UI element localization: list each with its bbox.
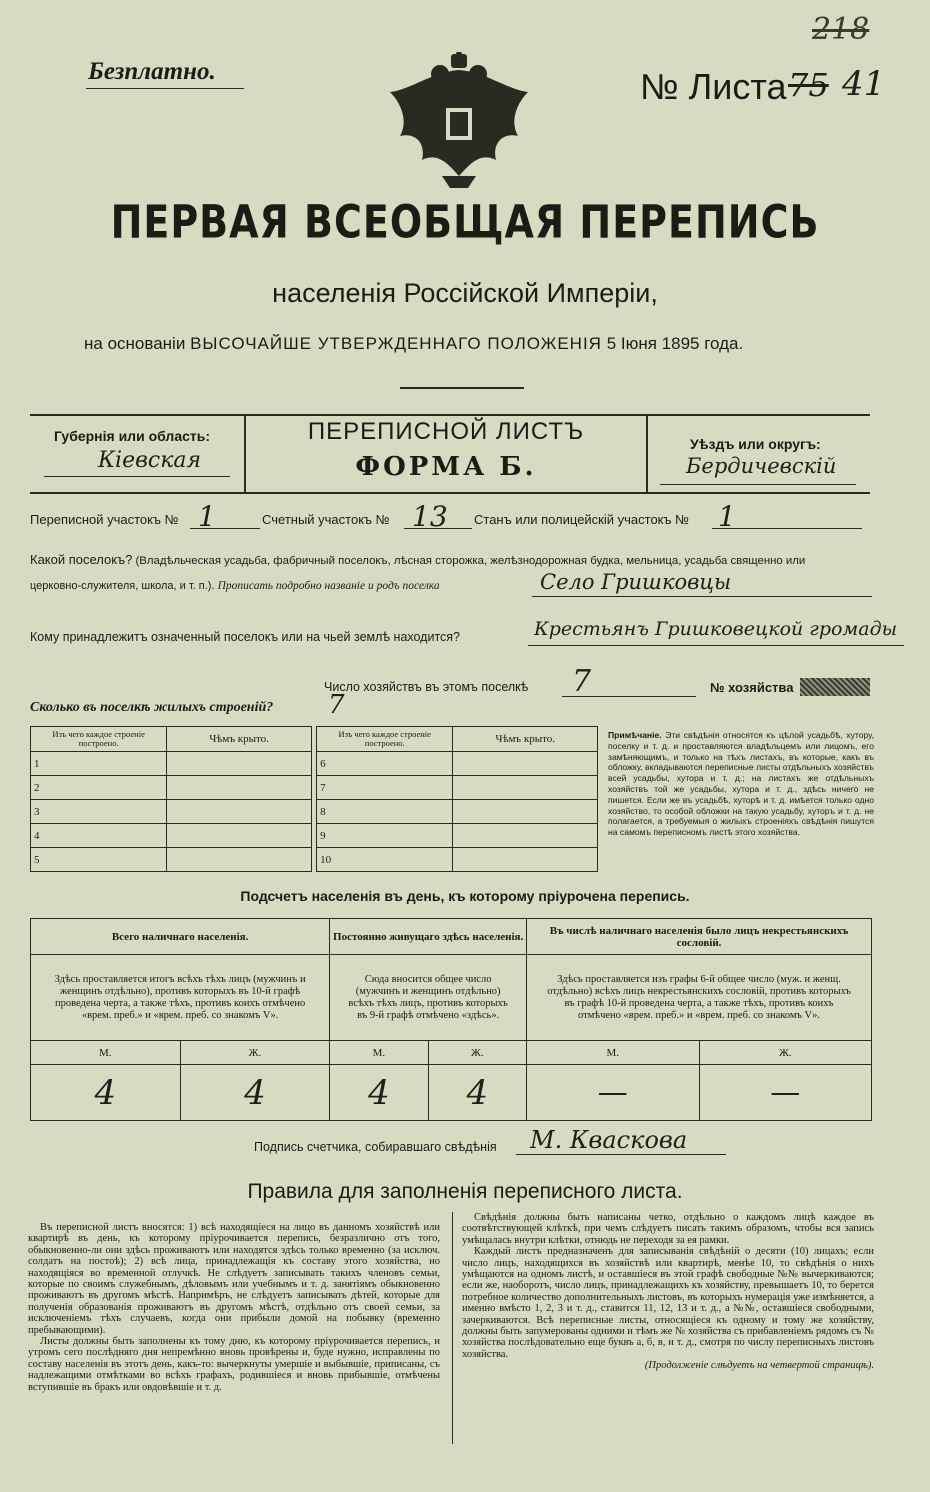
police-area-value: 1: [718, 500, 736, 533]
table-row: [31, 824, 598, 848]
double-headed-eagle-icon: [382, 52, 536, 190]
header-roof-left: Чѣмъ крыто.: [167, 727, 312, 752]
basis-line: [84, 334, 743, 354]
row-number: 3: [31, 800, 167, 824]
settlement-instruction: Прописать подробно названіе и родъ поселка: [217, 580, 440, 592]
count-area-label: Счетный участокъ №: [262, 512, 390, 527]
basis-date: 5 Іюня 1895 года.: [606, 334, 744, 353]
census-area-value: 1: [198, 500, 216, 533]
col3-text: Здѣсь проставляется изъ графы 6-й общее число (муж. и женщ. отдѣльно) всѣхъ лицъ некрестьянскихъ сословій, противъ которыхъ въ графѣ 10-й проведена черта, а также тѣхъ, противъ коихъ отмѣчено «врем. преб.» и «врем. преб. со знакомъ V».: [527, 955, 872, 1041]
row-number: 9: [317, 824, 453, 848]
rules-left-column: [28, 1222, 440, 1393]
settlement-label: Какой поселокъ?: [30, 552, 133, 567]
header-m: М.: [31, 1041, 181, 1065]
owner-label: Кому принадлежитъ означенный поселокъ или на чьей землѣ находится?: [30, 630, 461, 644]
households-label: Число хозяйствъ въ этомъ поселкѣ: [324, 680, 529, 694]
table-row: [31, 776, 598, 800]
rules-right-p2: Каждый листъ предназначенъ для записыванія свѣдѣній о десяти (10) лицахъ; если число лицъ, находящихся въ хозяйствѣ или квартирѣ, менѣе 10, то свѣдѣнія о нихъ умѣщаются на одномъ листѣ, и оставшіеся въ этой графѣ свободные №№ вычеркиваются; если же, наоборотъ, число лицъ, принадлежащихъ къ хозяйству, превышаетъ 10, то берется потребное количество дополнительныхъ листовъ, въ которыхъ нумерація уже измѣняется, а именно вмѣсто 1, 2, 3 и т. д., ставится 11, 12, 13 и т. д., а №№, оставшіеся свободными, зачеркиваются. Всѣ переписные листы, относящіеся къ одному и тому же хозяйству, должны быть запумерованы одними и тѣмъ же № хозяйства съ прибавленіемъ рядомъ съ № хозяйства послѣдовательно еще буквъ а, б, в, и т. д., смотря по числу переписныхъ листовъ хозяйства.: [462, 1246, 874, 1360]
settlement-hint-2-text: церковно-служителя, школа, и т. п.).: [30, 580, 215, 592]
settlement-line: [30, 552, 876, 567]
signature-label: Подпись счетчика, собиравшаго свѣдѣнія: [254, 1140, 497, 1154]
header-f: Ж.: [180, 1041, 330, 1065]
value-noncrest-f: —: [699, 1065, 872, 1121]
table-row: [31, 752, 598, 776]
header-f: Ж.: [428, 1041, 526, 1065]
free-label: Безплатно.: [88, 58, 216, 85]
table-row: [31, 848, 598, 872]
settlement-hint: (Владѣльческая усадьба, фабричный поселокъ, лѣсная сторожка, желѣзнодорожная будка, мельница, усадьба священно или: [135, 555, 806, 567]
sheet-number-crossed: 75: [788, 66, 829, 104]
settlement-hint-2: [30, 580, 440, 592]
row-number: 8: [317, 800, 453, 824]
row-number: 2: [31, 776, 167, 800]
count-area-value: 13: [412, 500, 448, 533]
row-number: 1: [31, 752, 167, 776]
basis-prefix: на основаніи: [84, 334, 186, 353]
household-number-label: № хозяйства: [710, 680, 794, 695]
rules-left-p1: Въ переписной листъ вносятся: 1) всѣ находящіеся на лицо въ данномъ хозяйствѣ или квартирѣ въ день, къ которому пріурочивается перепись, безразлично отъ того, обыкновенно-ли они здѣсь проживаютъ или находятся здѣсь только временно (за исключ. солдатъ на постоѣ); 2) всѣ лица, принадлежащія къ составу этого хозяйства, но находящіяся во временной отлучкѣ. Не слѣдуетъ записывать такихъ членовъ семьи, которые по своимъ служебнымъ, дѣловымъ или учебнымъ и т. д. занятіямъ обыкновенно проживаютъ въ другомъ мѣстѣ. Напримѣръ, не слѣдуетъ записывать дѣтей, которые для полученія образованія проживаютъ въ другомъ мѣстѣ, отдѣльно отъ своей семьи, за исключеніемъ тѣхъ случаевъ, когда они прибыли домой на побывку (временно пребывающими).: [28, 1222, 440, 1336]
buildings-label: Сколько въ поселкѣ жилыхъ строеній?: [30, 700, 274, 715]
rules-divider: [452, 1212, 453, 1444]
buildings-value: 7: [328, 690, 345, 720]
province-value: Кiевская: [98, 448, 202, 473]
header-f: Ж.: [699, 1041, 872, 1065]
note-text: Эти свѣдѣнія относятся къ цѣлой усадьбѣ, хутору, поселку и т. д. и проставляются владѣльцемъ или лицомъ, его замѣняющимъ, и только на тѣхъ листахъ, въ которые, какъ въ обложку, вкладываются переписные листы отдѣльныхъ хозяйствъ всей усадьбы, хутора и т. д.; на листахъ же отдѣльныхъ хозяйствъ той же усадьбы, хутора и т. д., здѣсь ничего не пишется. Если же въ усадьбѣ, хуторѣ и т. д. имѣется только одно хозяйство, то особой обложки на такую усадьбу, хуторъ и т. д. не полагается, а требуемыя о жилыхъ строеніяхъ свѣдѣнія пишутся на самомъ переписномъ листѣ этого хозяйства.: [608, 730, 875, 838]
value-total-f: 4: [180, 1065, 330, 1121]
table-row: [31, 800, 598, 824]
row-number: 4: [31, 824, 167, 848]
header-material-right: Изъ чего каждое строеніе построено.: [317, 727, 453, 752]
owner-value: Крестьянъ Гришковецкой громады: [534, 618, 898, 640]
signature-value: М. Кваскова: [530, 1126, 688, 1154]
col1-text: Здѣсь проставляется итогъ всѣхъ тѣхъ лицъ (мужчинъ и женщинъ отдѣльно), противъ которыхъ въ 10-й графѣ проведена черта, а также тѣхъ, противъ коихъ отмѣчено «врем. преб.» и «врем. преб. со знакомъ V».: [31, 955, 330, 1041]
note-title: Примѣчаніе.: [608, 730, 662, 740]
basis-caps: ВЫСОЧАЙШЕ УТВЕРЖДЕННАГО ПОЛОЖЕНІЯ: [190, 334, 602, 353]
district-label: Уѣздъ или округъ:: [690, 436, 821, 452]
households-value: 7: [572, 664, 592, 699]
value-permanent-f: 4: [428, 1065, 526, 1121]
value-total-m: 4: [31, 1065, 181, 1121]
population-table: [30, 918, 872, 1121]
col3-title: Въ числѣ наличнаго населенія было лицъ некрестьянскихъ сословій.: [527, 919, 872, 955]
page-subtitle: населенія Россійской Имперіи,: [272, 278, 658, 308]
value-noncrest-m: —: [527, 1065, 699, 1121]
header-m: М.: [527, 1041, 699, 1065]
page-title: ПЕРВАЯ ВСЕОБЩАЯ ПЕРЕПИСЬ: [110, 195, 820, 249]
province-label: Губернія или область:: [54, 428, 211, 444]
rules-continue: (Продолженіе слѣдуетъ на четвертой страницѣ).: [644, 1360, 874, 1372]
row-number: 7: [317, 776, 453, 800]
population-title: Подсчетъ населенія въ день, къ которому пріурочена перепись.: [240, 888, 690, 904]
rules-right-column: [462, 1212, 874, 1372]
district-value: Бердичевскій: [686, 454, 837, 478]
household-number-value: [800, 678, 870, 696]
form-title: ПЕРЕПИСНОЙ ЛИСТЪ: [307, 418, 585, 445]
rules-left-p2: Листы должны быть заполнены къ тому дню, къ которому пріурочивается перепись, и утромъ сего послѣдняго дня непремѣнно вновь провѣрены и, буде нужно, исправлены по составу населенія въ этотъ день, какъ-то: вычеркнуты умершіе и выбывшіе, приписаны, съ надлежащими отмѣтками во всѣхъ графахъ, родившіеся и вновь прибывшіе, отмѣчены вступившіе въ бракъ или овдовѣвшіе и т. д.: [28, 1336, 440, 1393]
col2-title: Постоянно живущаго здѣсь населенія.: [330, 919, 527, 955]
col2-text: Сюда вносится общее число (мужчинъ и женщинъ отдѣльно) всѣхъ тѣхъ лицъ, противъ которыхъ въ 9-й графѣ отмѣчено «здѣсь».: [330, 955, 527, 1041]
header-roof-right: Чѣмъ крыто.: [453, 727, 598, 752]
value-permanent-m: 4: [330, 1065, 428, 1121]
buildings-table: [30, 726, 598, 872]
col1-title: Всего наличнаго населенія.: [31, 919, 330, 955]
header-m: М.: [330, 1041, 428, 1065]
note-block: [608, 730, 874, 838]
row-number: 10: [317, 848, 453, 872]
settlement-value: Село Гришковцы: [540, 570, 732, 594]
police-area-label: Станъ или полицейскій участокъ №: [474, 512, 690, 527]
header-material-left: Изъ чего каждое строеніе построено.: [31, 727, 167, 752]
row-number: 6: [317, 752, 453, 776]
census-area-label: Переписной участокъ №: [30, 512, 179, 527]
form-name: ФОРМА Б.: [355, 452, 537, 482]
sheet-number-value: 41: [842, 64, 886, 104]
sheet-number-label: № Листа: [640, 66, 787, 107]
corner-number: 218: [812, 12, 870, 47]
row-number: 5: [31, 848, 167, 872]
rules-title: Правила для заполненія переписного листа.: [247, 1180, 683, 1203]
rules-right-p1: Свѣдѣнія должны быть написаны четко, отдѣльно о каждомъ лицѣ каждое въ соотвѣтствующей клѣткѣ, при чемъ слѣдуетъ писать такимъ образомъ, чтобы вся запись умѣщалась внутри клѣтки, отнюдь не переходя за ея рамки.: [462, 1212, 874, 1246]
